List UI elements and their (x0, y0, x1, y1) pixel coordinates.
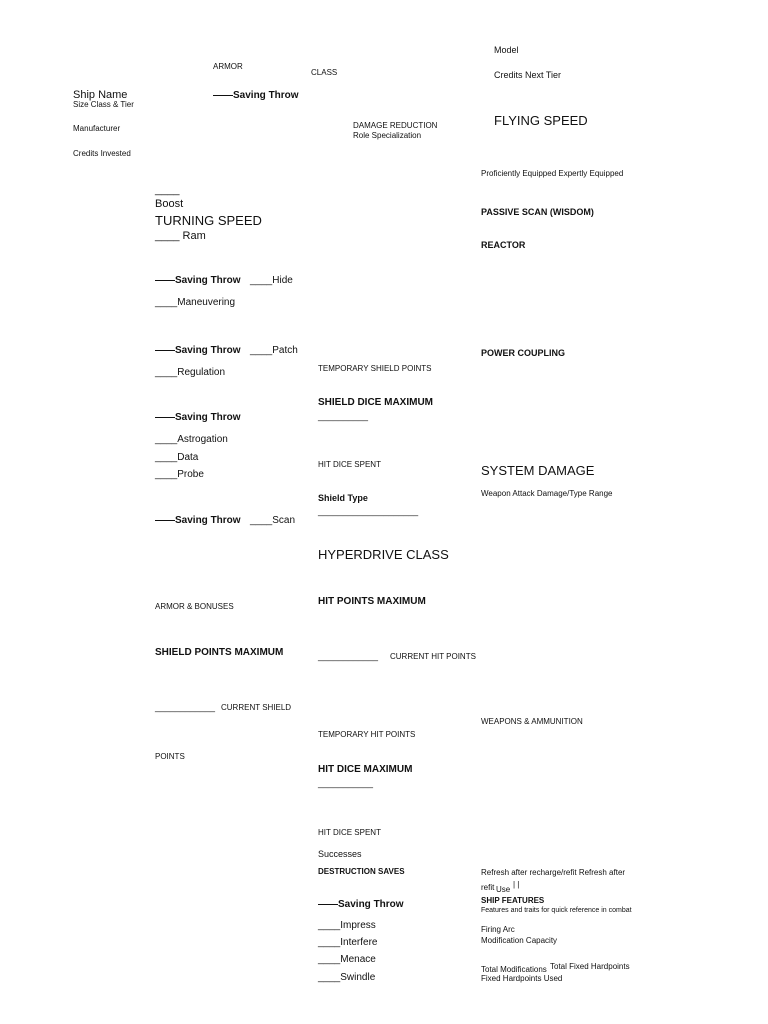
weapon-attack-label: Weapon Attack Damage/Type Range (481, 489, 613, 498)
armor-saving-throw: ——Saving Throw (213, 90, 299, 101)
role-specialization-label: Role Specialization (353, 131, 422, 140)
system-damage-label: SYSTEM DAMAGE (481, 463, 595, 478)
hit-dice-max-label: HIT DICE MAXIMUM (318, 764, 413, 775)
probe-skill: ____Probe (155, 469, 204, 480)
damage-reduction-label: DAMAGE REDUCTION (353, 121, 438, 130)
points-label: POINTS (155, 752, 185, 761)
firing-arc-label: Firing Arc (481, 925, 515, 934)
hit-points-max-label: HIT POINTS MAXIMUM (318, 596, 426, 607)
data-skill: ____Data (155, 452, 199, 463)
shield-dice-blank: __________ (318, 411, 369, 421)
current-shield-blank: ____________ (155, 702, 216, 712)
hide-skill: ____Hide (250, 275, 293, 286)
modification-capacity-label: Modification Capacity (481, 936, 558, 945)
ship-name-label: Ship Name (73, 89, 128, 101)
armor-bonuses-label: ARMOR & BONUSES (155, 602, 234, 611)
weapons-ammunition-label: WEAPONS & AMMUNITION (481, 717, 583, 726)
refresh-label: Refresh after recharge/refit Refresh after (481, 868, 626, 877)
shield-dice-max-label: SHIELD DICE MAXIMUM (318, 397, 433, 408)
total-modifications-label: Total Modifications (481, 965, 547, 974)
flying-speed-label: FLYING SPEED (494, 113, 588, 128)
armor-label: ARMOR (213, 62, 243, 71)
refit-label: refit (481, 883, 495, 892)
hit-dice-spent-2-label: HIT DICE SPENT (318, 828, 381, 837)
credits-invested-label: Credits Invested (73, 149, 131, 158)
patch-skill: ____Patch (250, 345, 298, 356)
shield-type-label: Shield Type (318, 493, 368, 503)
shield-points-max-label: SHIELD POINTS MAXIMUM (155, 647, 284, 658)
hit-dice-spent-1-label: HIT DICE SPENT (318, 460, 381, 469)
total-fixed-hardpoints-label: Total Fixed Hardpoints (550, 962, 630, 971)
manufacturer-label: Manufacturer (73, 124, 121, 133)
hit-dice-blank: ___________ (318, 778, 374, 788)
str-saving-throw: ——Saving Throw (155, 275, 241, 286)
size-class-tier-label: Size Class & Tier (73, 100, 134, 109)
use-bars: | | (513, 880, 520, 889)
use-label: Use (496, 885, 511, 894)
destruction-saves-label: DESTRUCTION SAVES (318, 867, 405, 876)
ram-skill: ____ Ram (155, 230, 206, 242)
shield-type-blank: ____________________ (318, 506, 419, 516)
model-label: Model (494, 45, 519, 55)
boost-blank: ____ (155, 184, 180, 196)
features-traits-label: Features and traits for quick reference in combat (481, 907, 632, 914)
ship-features-label: SHIP FEATURES (481, 896, 545, 905)
temp-hit-points-label: TEMPORARY HIT POINTS (318, 730, 416, 739)
cha-saving-throw: ——Saving Throw (318, 899, 404, 910)
boost-label: Boost (155, 198, 184, 210)
maneuvering-skill: ____Maneuvering (155, 297, 236, 308)
current-hit-points-label: CURRENT HIT POINTS (390, 652, 476, 661)
turning-speed-label: TURNING SPEED (155, 213, 262, 228)
interfere-skill: ____Interfere (318, 937, 378, 948)
swindle-skill: ____Swindle (318, 972, 376, 983)
current-hp-blank: ____________ (318, 651, 379, 661)
con-saving-throw: ——Saving Throw (155, 345, 241, 356)
int-saving-throw: ——Saving Throw (155, 412, 241, 423)
class-label: CLASS (311, 68, 338, 77)
hyperdrive-class-label: HYPERDRIVE CLASS (318, 547, 449, 562)
wis-saving-throw: ——Saving Throw (155, 515, 241, 526)
current-shield-label: CURRENT SHIELD (221, 703, 292, 712)
reactor-label: REACTOR (481, 240, 526, 250)
menace-skill: ____Menace (318, 954, 376, 965)
temp-shield-points-label: TEMPORARY SHIELD POINTS (318, 364, 432, 373)
passive-scan-label: PASSIVE SCAN (WISDOM) (481, 207, 594, 217)
impress-skill: ____Impress (318, 920, 376, 931)
power-coupling-label: POWER COUPLING (481, 348, 566, 358)
astrogation-skill: ____Astrogation (155, 434, 228, 445)
scan-skill: ____Scan (250, 515, 296, 526)
regulation-skill: ____Regulation (155, 367, 226, 378)
fixed-hardpoints-used-label: Fixed Hardpoints Used (481, 974, 563, 983)
successes-label: Successes (318, 849, 362, 859)
proficiently-equipped-label: Proficiently Equipped Expertly Equipped (481, 169, 624, 178)
credits-next-tier-label: Credits Next Tier (494, 70, 562, 80)
